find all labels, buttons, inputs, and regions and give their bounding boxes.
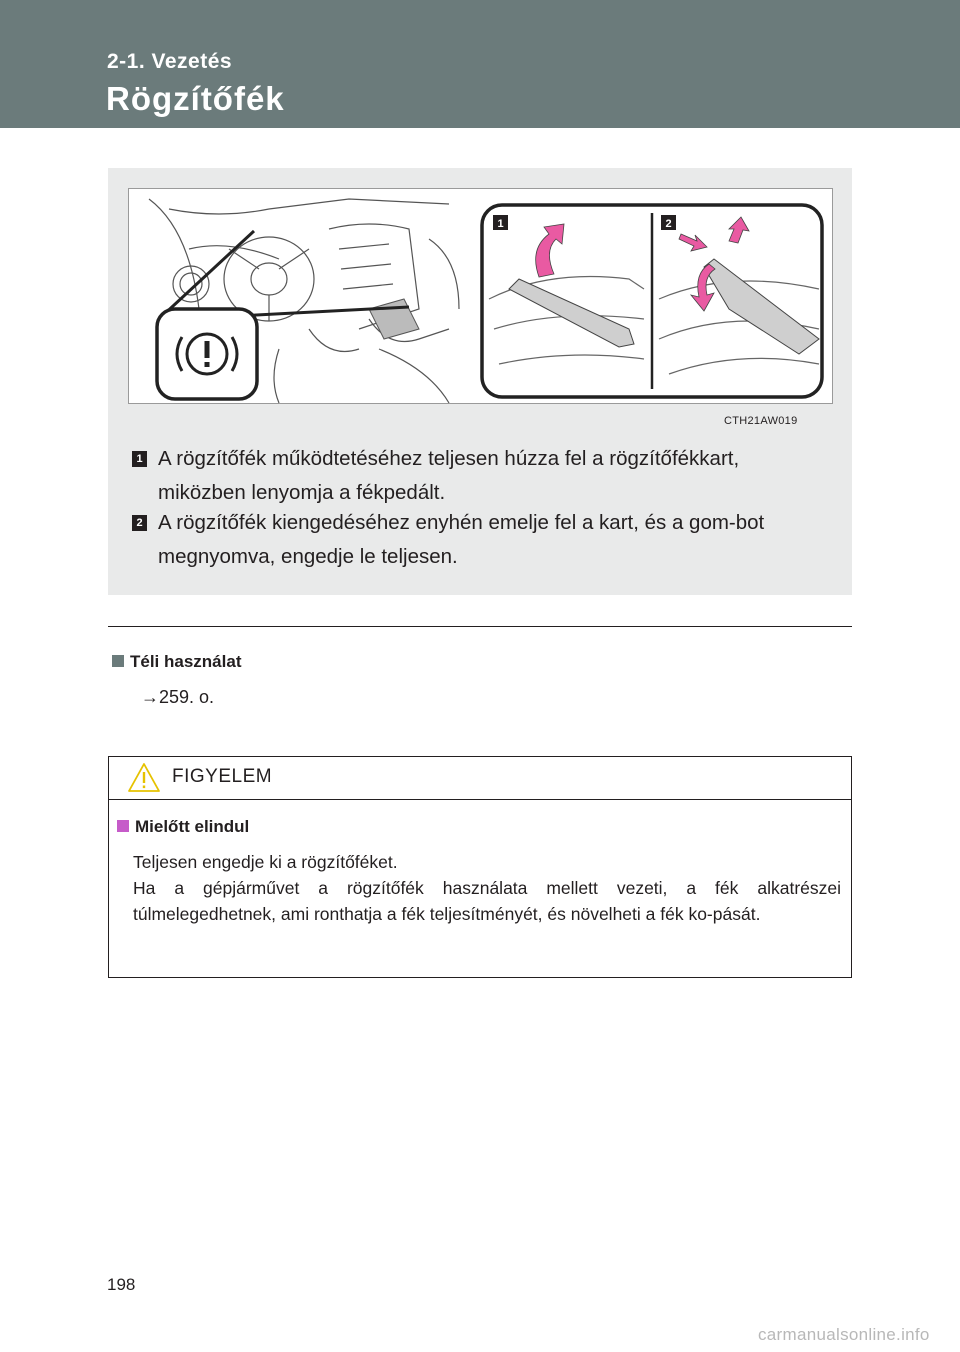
warning-triangle-icon	[127, 761, 161, 793]
winter-usage-heading	[112, 652, 241, 672]
info-box	[108, 168, 852, 595]
step-number-2: 2	[132, 515, 147, 531]
watermark: carmanualsonline.info	[758, 1325, 930, 1344]
warning-box	[108, 756, 852, 978]
image-code: CTH21AW019	[724, 415, 798, 427]
square-bullet-icon	[117, 820, 129, 832]
section-label: 2-1. Vezetés	[107, 50, 233, 73]
section-divider	[108, 626, 852, 627]
winter-usage-title: Téli használat	[130, 652, 242, 671]
page-number: 198	[107, 1275, 136, 1294]
page-title: Rögzítőfék	[106, 80, 285, 117]
callout-2: 2	[665, 218, 672, 230]
warning-header	[109, 757, 851, 800]
illustration-drawing	[129, 189, 834, 405]
page-header	[0, 0, 960, 128]
step-text-1: A rögzítőfék működtetéséhez teljesen húzza fel a rögzítőfékkart, miközben lenyomja a fékpedált.	[158, 447, 740, 504]
square-bullet-icon	[112, 655, 124, 667]
warning-paragraph-1: Teljesen engedje ki a rögzítőféket.	[133, 852, 398, 872]
parking-brake-illustration	[128, 188, 833, 404]
warning-title: FIGYELEM	[172, 766, 273, 787]
warning-paragraph-2: Ha a gépjárművet a rögzítőfék használata mellett vezeti, a fék alkatrészei túlmelegedhetnek, ami ronthatja a fék teljesítményét, és növelheti a fék ko-pását.	[133, 878, 841, 924]
warning-body	[133, 849, 841, 927]
page-reference-link[interactable]: →259. o.	[141, 687, 215, 707]
warning-subheading	[117, 817, 249, 837]
warning-subheading-text: Mielőtt elindul	[135, 817, 250, 836]
step-text-2: A rögzítőfék kiengedéséhez enyhén emelje fel a kart, és a gom-bot megnyomva, engedje le teljesen.	[158, 511, 765, 568]
callout-1: 1	[497, 218, 504, 230]
step-number-1: 1	[132, 451, 147, 467]
